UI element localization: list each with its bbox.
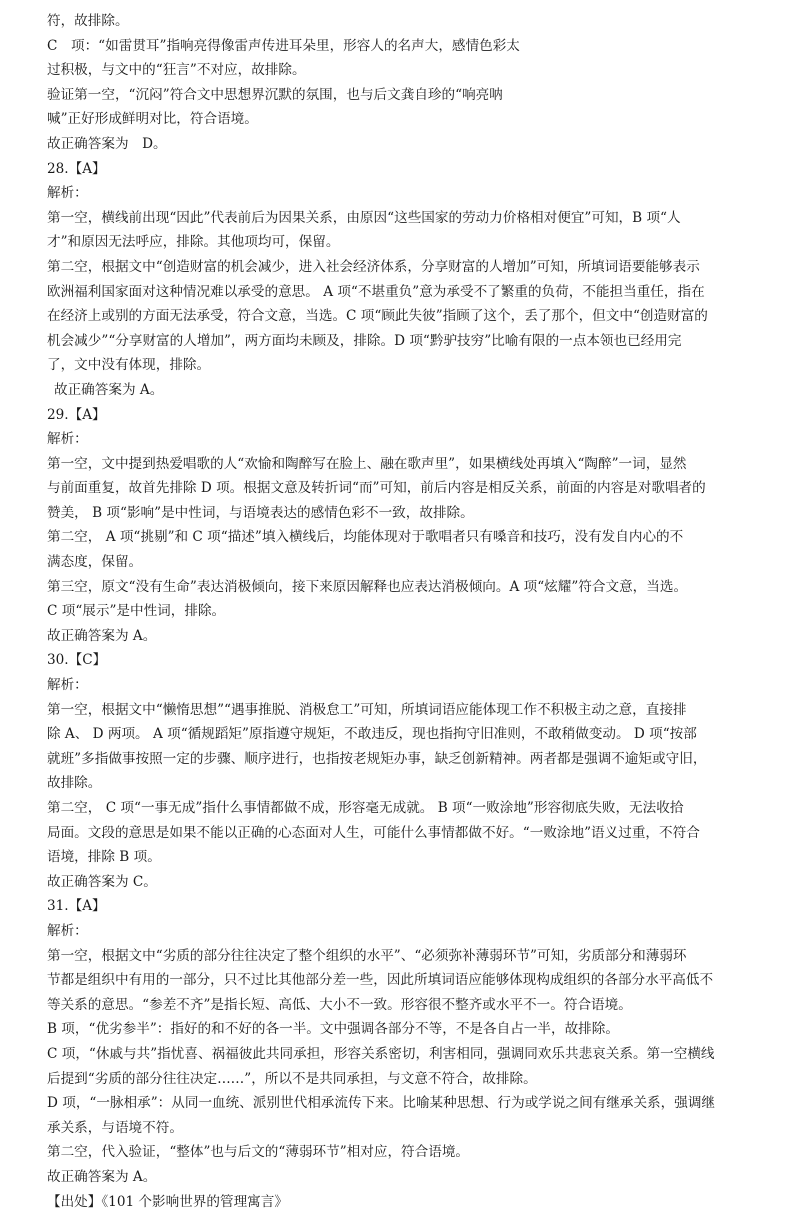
text-line: 在经济上或别的方面无法承受，符合文意，当选。C 项“顾此失彼”指顾了这个，丢了那个，但文中“创造财富的 [47,304,759,329]
answer-line: 故正确答案为 D。 [47,132,759,157]
source-citation: 【出处】《101 个影响世界的管理寓言》 [47,1190,759,1214]
text-line: 承关系，与语境不符。 [47,1116,759,1141]
text-line: 后提到“劣质的部分往往决定……”，所以不是共同承担，与文意不符合，故排除。 [47,1067,759,1092]
text-line: 赞美， B 项“影响”是中性词，与语境表达的感情色彩不一致，故排除。 [47,501,759,526]
text-line: 第一空，根据文中“懒惰思想”“遇事推脱、消极怠工”可知，所填词语应能体现工作不积极主动之意，直接排 [47,698,759,723]
text-line: 符，故排除。 [47,9,759,34]
analysis-heading: 解析： [47,919,759,944]
text-line: 第二空，根据文中“创造财富的机会减少，进入社会经济体系，分享财富的人增加”可知，所填词语要能够表示 [47,255,759,280]
answer-line: 故正确答案为 A。 [47,378,759,403]
analysis-heading: 解析： [47,181,759,206]
question-number-30: 30.【C】 [47,648,759,673]
text-line: D 项，“一脉相承”：从同一血统、派别世代相承流传下来。比喻某种思想、行为或学说之间有继承关系，强调继 [47,1091,759,1116]
text-line: 过积极，与文中的“狂言”不对应，故排除。 [47,58,759,83]
text-line: 喊”正好形成鲜明对比，符合语境。 [47,107,759,132]
text-line: 第三空，原文“没有生命”表达消极倾向，接下来原因解释也应表达消极倾向。A 项“炫耀”符合文意，当选。 [47,575,759,600]
text-line: 故排除。 [47,771,759,796]
text-line: 第二空， A 项“挑剔”和 C 项“描述”填入横线后，均能体现对于歌唱者只有嗓音和技巧，没有发自内心的不 [47,525,759,550]
text-line: 第一空，横线前出现“因此”代表前后为因果关系，由原因“这些国家的劳动力价格相对便宜”可知，B 项“人 [47,206,759,231]
text-line: 语境，排除 B 项。 [47,845,759,870]
analysis-heading: 解析： [47,427,759,452]
text-line: B 项，“优劣参半”：指好的和不好的各一半。文中强调各部分不等，不是各自占一半，故排除。 [47,1017,759,1042]
text-line: 节都是组织中有用的一部分，只不过比其他部分差一些，因此所填词语应能够体现构成组织的各部分水平高低不 [47,968,759,993]
text-line: 第二空， C 项“一事无成”指什么事情都做不成，形容毫无成就。 B 项“一败涂地”形容彻底失败，无法收拾 [47,796,759,821]
text-line: 第二空，代入验证，“整体”也与后文的“薄弱环节”相对应，符合语境。 [47,1140,759,1165]
text-line: 除 A、 D 两项。 A 项“循规蹈矩”原指遵守规矩，不敢违反，现也指拘守旧准则，不敢稍做变动。 D 项“按部 [47,722,759,747]
question-number-29: 29.【A】 [47,403,759,428]
answer-line: 故正确答案为 C。 [47,870,759,895]
text-line: C 项：“如雷贯耳”指响亮得像雷声传进耳朵里，形容人的名声大，感情色彩太 [47,34,759,59]
answer-explanation-page [47,9,759,1214]
question-number-28: 28.【A】 [47,157,759,182]
text-line: 第一空，文中提到热爱唱歌的人“欢愉和陶醉写在脸上、融在歌声里”，如果横线处再填入“陶醉”一词，显然 [47,452,759,477]
analysis-heading: 解析： [47,673,759,698]
text-line: C 项“展示”是中性词，排除。 [47,599,759,624]
text-line: 机会减少”“分享财富的人增加”，两方面均未顾及，排除。D 项“黔驴技穷”比喻有限的一点本领也已经用完 [47,329,759,354]
text-line: 与前面重复，故首先排除 D 项。根据文意及转折词“而”可知，前后内容是相反关系，前面的内容是对歌唱者的 [47,476,759,501]
text-line: 欧洲福利国家面对这种情况难以承受的意思。 A 项“不堪重负”意为承受不了繁重的负荷，不能担当重任，指在 [47,280,759,305]
text-line: 才”和原因无法呼应，排除。其他项均可，保留。 [47,230,759,255]
text-line: 第一空，根据文中“劣质的部分往往决定了整个组织的水平”、“必须弥补薄弱环节”可知，劣质部分和薄弱环 [47,944,759,969]
text-line: 满态度，保留。 [47,550,759,575]
text-line: 等关系的意思。“参差不齐”是指长短、高低、大小不一致。形容很不整齐或水平不一。符合语境。 [47,993,759,1018]
text-line: 就班”多指做事按照一定的步骤、顺序进行，也指按老规矩办事，缺乏创新精神。两者都是强调不逾矩或守旧， [47,747,759,772]
text-line: 了，文中没有体现，排除。 [47,353,759,378]
question-number-31: 31.【A】 [47,894,759,919]
answer-line: 故正确答案为 A。 [47,1165,759,1190]
answer-line: 故正确答案为 A。 [47,624,759,649]
text-line: 局面。文段的意思是如果不能以正确的心态面对人生，可能什么事情都做不好。“一败涂地”语义过重，不符合 [47,821,759,846]
text-line: C 项，“休戚与共”指忧喜、祸福彼此共同承担，形容关系密切，利害相同，强调同欢乐共悲哀关系。第一空横线 [47,1042,759,1067]
text-line: 验证第一空，“沉闷”符合文中思想界沉默的氛围，也与后文龚自珍的“响亮呐 [47,83,759,108]
